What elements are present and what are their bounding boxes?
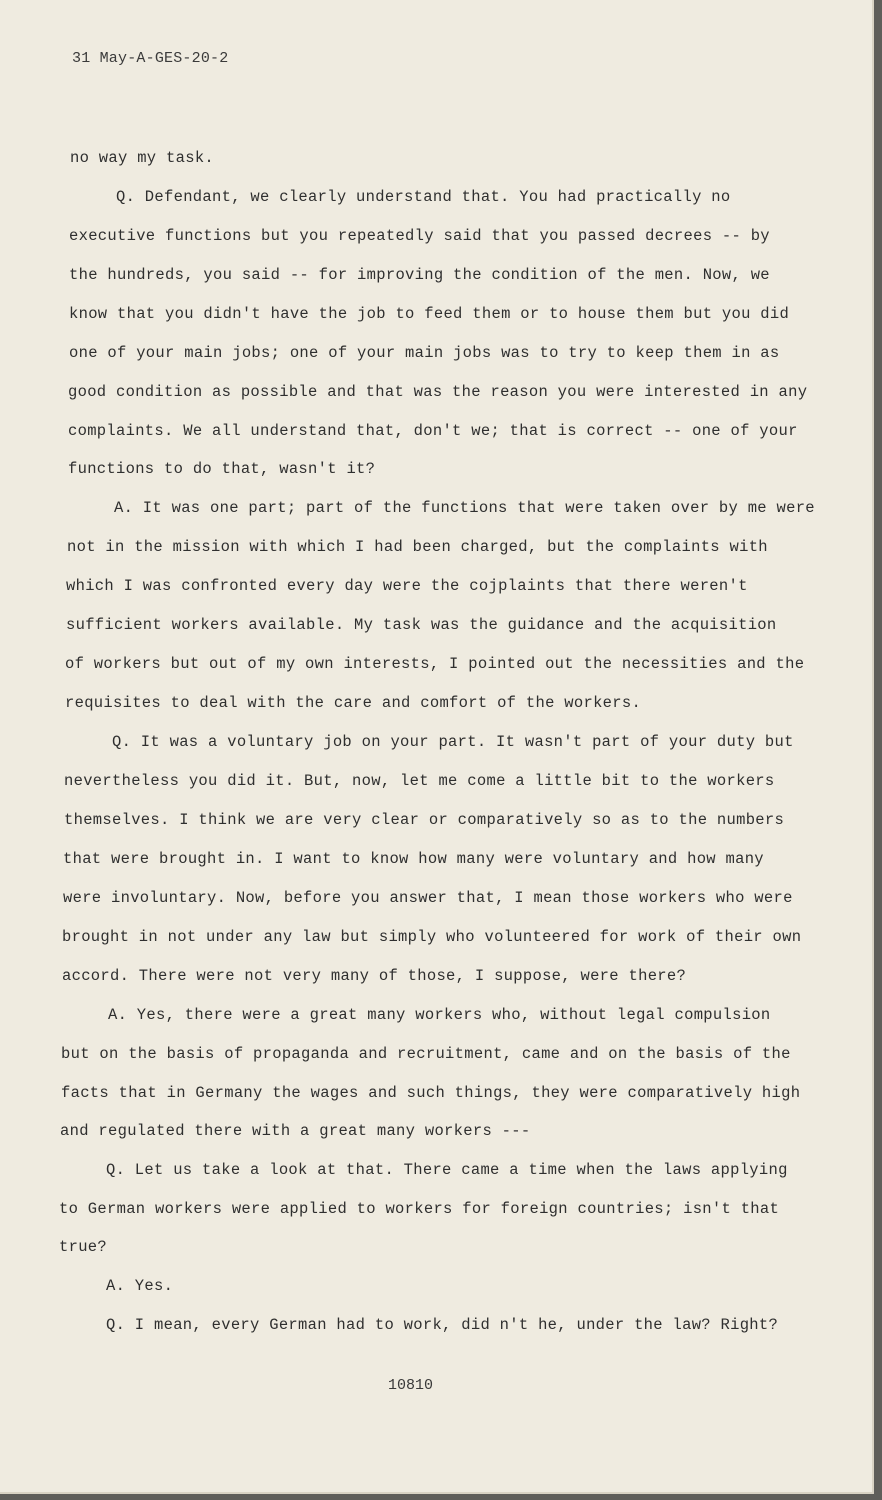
- text-line: facts that in Germany the wages and such things, they were comparatively high: [61, 1084, 801, 1102]
- text-line: brought in not under any law but simply who volunteered for work of their own: [62, 928, 802, 946]
- text-line: requisites to deal with the care and comfort of the workers.: [65, 694, 642, 712]
- text-line: true?: [59, 1238, 108, 1256]
- text-line: A. It was one part; part of the functions that were taken over by me were: [114, 499, 815, 517]
- text-line: Q. It was a voluntary job on your part. It wasn't part of your duty but: [112, 733, 794, 751]
- text-line: to German workers were applied to workers for foreign countries; isn't that: [59, 1200, 780, 1218]
- text-line: one of your main jobs; one of your main jobs was to try to keep them in as: [69, 344, 780, 362]
- text-line: were involuntary. Now, before you answer that, I mean those workers who were: [63, 889, 793, 907]
- text-line: of workers but out of my own interests, I pointed out the necessities and the: [65, 655, 805, 673]
- text-line: the hundreds, you said -- for improving the condition of the men. Now, we: [69, 266, 770, 284]
- text-line: themselves. I think we are very clear or comparatively so as to the numbers: [64, 811, 785, 829]
- text-line: complaints. We all understand that, don't we; that is correct -- one of your: [68, 422, 798, 440]
- text-line: not in the mission with which I had been charged, but the complaints with: [67, 538, 768, 556]
- text-line: accord. There were not very many of those, I suppose, were there?: [62, 967, 687, 985]
- text-line: sufficient workers available. My task was the guidance and the acquisition: [66, 616, 777, 634]
- text-line: Q. Defendant, we clearly understand that. You had practically no: [116, 188, 731, 206]
- text-line: A. Yes, there were a great many workers who, without legal compulsion: [108, 1006, 771, 1024]
- text-line: but on the basis of propaganda and recruitment, came and on the basis of the: [61, 1045, 791, 1063]
- text-line: functions to do that, wasn't it?: [68, 460, 376, 478]
- text-line: that were brought in. I want to know how many were voluntary and how many: [63, 850, 764, 868]
- text-line: nevertheless you did it. But, now, let me come a little bit to the workers: [64, 772, 775, 790]
- text-line: no way my task.: [70, 149, 215, 167]
- text-line: Q. Let us take a look at that. There came a time when the laws applying: [106, 1161, 788, 1179]
- document-header: 31 May-A-GES-20-2: [72, 50, 229, 67]
- text-line: good condition as possible and that was the reason you were interested in any: [68, 383, 808, 401]
- page-number: 10810: [388, 1377, 434, 1394]
- text-line: executive functions but you repeatedly said that you passed decrees -- by: [69, 227, 770, 245]
- text-line: A. Yes.: [106, 1277, 174, 1295]
- text-line: Q. I mean, every German had to work, did n't he, under the law? Right?: [106, 1316, 779, 1334]
- text-line: know that you didn't have the job to feed them or to house them but you did: [69, 305, 790, 323]
- text-line: and regulated there with a great many workers ---: [60, 1122, 531, 1140]
- text-line: which I was confronted every day were the cojplaints that there weren't: [66, 577, 748, 595]
